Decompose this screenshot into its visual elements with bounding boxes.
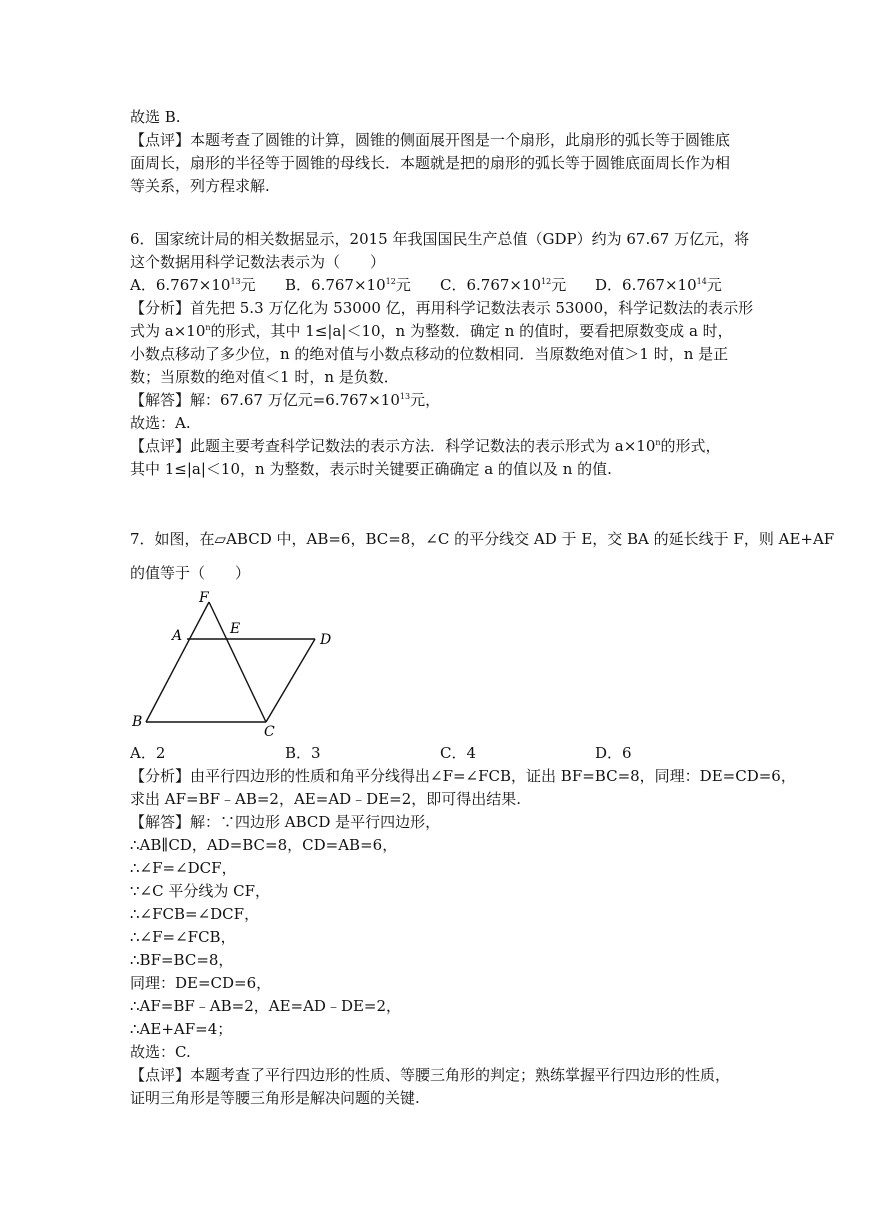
- q7-option-a: A．2: [130, 744, 166, 762]
- label-c: C: [264, 724, 275, 740]
- q6-comment-line-2: 其中 1≤|a|＜10，n 为整数，表示时关键要正确确定 a 的值以及 n 的值.: [130, 460, 612, 478]
- q7-solution-line-4: ∵∠C 平分线为 CF，: [130, 882, 271, 900]
- q7-solution-line-9: ∴AF=BF﹣AB=2，AE=AD﹣DE=2，: [130, 997, 402, 1015]
- q6-stem-line-2: 这个数据用科学记数法表示为（ ）: [130, 253, 386, 271]
- parallelogram-diagram: [130, 590, 330, 738]
- prev-comment-line-2: 面周长，扇形的半径等于圆锥的母线长．本题就是把的扇形的弧长等于圆锥底面周长作为相: [130, 154, 731, 172]
- q7-solution-line-8: 同理：DE=CD=6，: [130, 974, 272, 992]
- label-d: D: [320, 632, 332, 648]
- prev-comment-line-3: 等关系，列方程求解.: [130, 177, 270, 195]
- q6-analysis-line-2: 式为 $a\times 10^n$的形式，其中 1≤|a|＜10，n 为整数．确定 n 的值时，要看把原数变成 a 时，: [130, 322, 733, 340]
- q7-solution-line-1: 【解答】解：∵四边形 ABCD 是平行四边形，: [130, 813, 441, 831]
- q7-solution-line-7: ∴BF=BC=8，: [130, 951, 234, 969]
- q6-stem-line-1: 6．国家统计局的相关数据显示，2015 年我国国民生产总值（GDP）约为 67.67 万亿元，将: [130, 230, 750, 248]
- spacer: [130, 198, 750, 228]
- q7-option-c: C．4: [440, 744, 477, 762]
- label-b: B: [132, 714, 143, 730]
- q7-option-d: D．6: [595, 744, 632, 762]
- q7-options: [130, 742, 750, 765]
- label-f: F: [199, 590, 209, 606]
- q7-solution-line-5: ∴∠FCB=∠DCF，: [130, 905, 260, 923]
- side-cd: [266, 639, 315, 722]
- q7-solution-line-3: ∴∠F=∠DCF，: [130, 859, 237, 877]
- q6-option-d: D．$6.767\times 10^{14}$元: [595, 276, 722, 294]
- label-a: A: [172, 628, 183, 644]
- q7-option-b: B．3: [285, 744, 321, 762]
- document-content: [130, 106, 835, 1110]
- segment-bf: [146, 602, 209, 722]
- q7-solution-line-6: ∴∠F=∠FCB，: [130, 928, 236, 946]
- spacer: [130, 511, 750, 522]
- q7-solution-line-10: ∴AE+AF=4；: [130, 1020, 233, 1038]
- q6-analysis-line-4: 数；当原数的绝对值＜1 时，n 是负数．: [130, 368, 399, 386]
- spacer: [130, 481, 750, 511]
- q6-analysis-line-3: 小数点移动了多少位，n 的绝对值与小数点移动的位数相同．当原数绝对值＞1 时，n 是正: [130, 345, 729, 363]
- q7-parallelogram-figure: [130, 590, 330, 738]
- q6-option-b: B．$6.767\times 10^{12}$元: [285, 276, 411, 294]
- q6-analysis-line-1: 【分析】首先把 5.3 万亿化为 53000 亿，再用科学记数法表示 53000，科学记数法的表示形: [130, 299, 754, 317]
- prev-comment-line-1: 【点评】本题考查了圆锥的计算，圆锥的侧面展开图是一个扇形，此扇形的弧长等于圆锥底: [130, 131, 731, 149]
- q6-option-c: C．$6.767\times 10^{12}$元: [440, 276, 567, 294]
- segment-cf: [209, 602, 266, 722]
- q6-options: [130, 274, 750, 297]
- q7-stem-line-1: 7．如图，在▱ABCD 中，AB=6，BC=8，∠C 的平分线交 AD 于 E，交 BA 的延长线于 F，则 AE+AF: [130, 530, 835, 548]
- q7-comment-line-1: 【点评】本题考查了平行四边形的性质、等腰三角形的判定；熟练掌握平行四边形的性质，: [130, 1066, 731, 1084]
- q7-answer: 故选：C.: [130, 1043, 191, 1061]
- q6-solution: 【解答】解：67.67 万亿元$=6.767\times 10^{13}$元，: [130, 391, 441, 409]
- q7-comment-line-2: 证明三角形是等腰三角形是解决问题的关键.: [130, 1089, 420, 1107]
- q6-option-a: A．$6.767\times 10^{13}$元: [130, 276, 256, 294]
- prev-answer: 故选 B.: [130, 108, 181, 126]
- label-e: E: [230, 621, 241, 637]
- q7-analysis-line-1: 【分析】由平行四边形的性质和角平分线得出∠F=∠FCB，证出 BF=BC=8，同理：DE=CD=6，: [130, 767, 796, 785]
- q6-comment-line-1: 【点评】此题主要考查科学记数法的表示方法．科学记数法的表示形式为 $a\times 10^n$的形式，: [130, 437, 721, 455]
- q7-stem-line-2: 的值等于（ ）: [130, 564, 251, 582]
- q7-solution-line-2: ∴AB∥CD，AD=BC=8，CD=AB=6，: [130, 836, 398, 854]
- q6-answer: 故选：A.: [130, 414, 191, 432]
- q7-analysis-line-2: 求出 AF=BF﹣AB=2，AE=AD﹣DE=2，即可得出结果.: [130, 790, 522, 808]
